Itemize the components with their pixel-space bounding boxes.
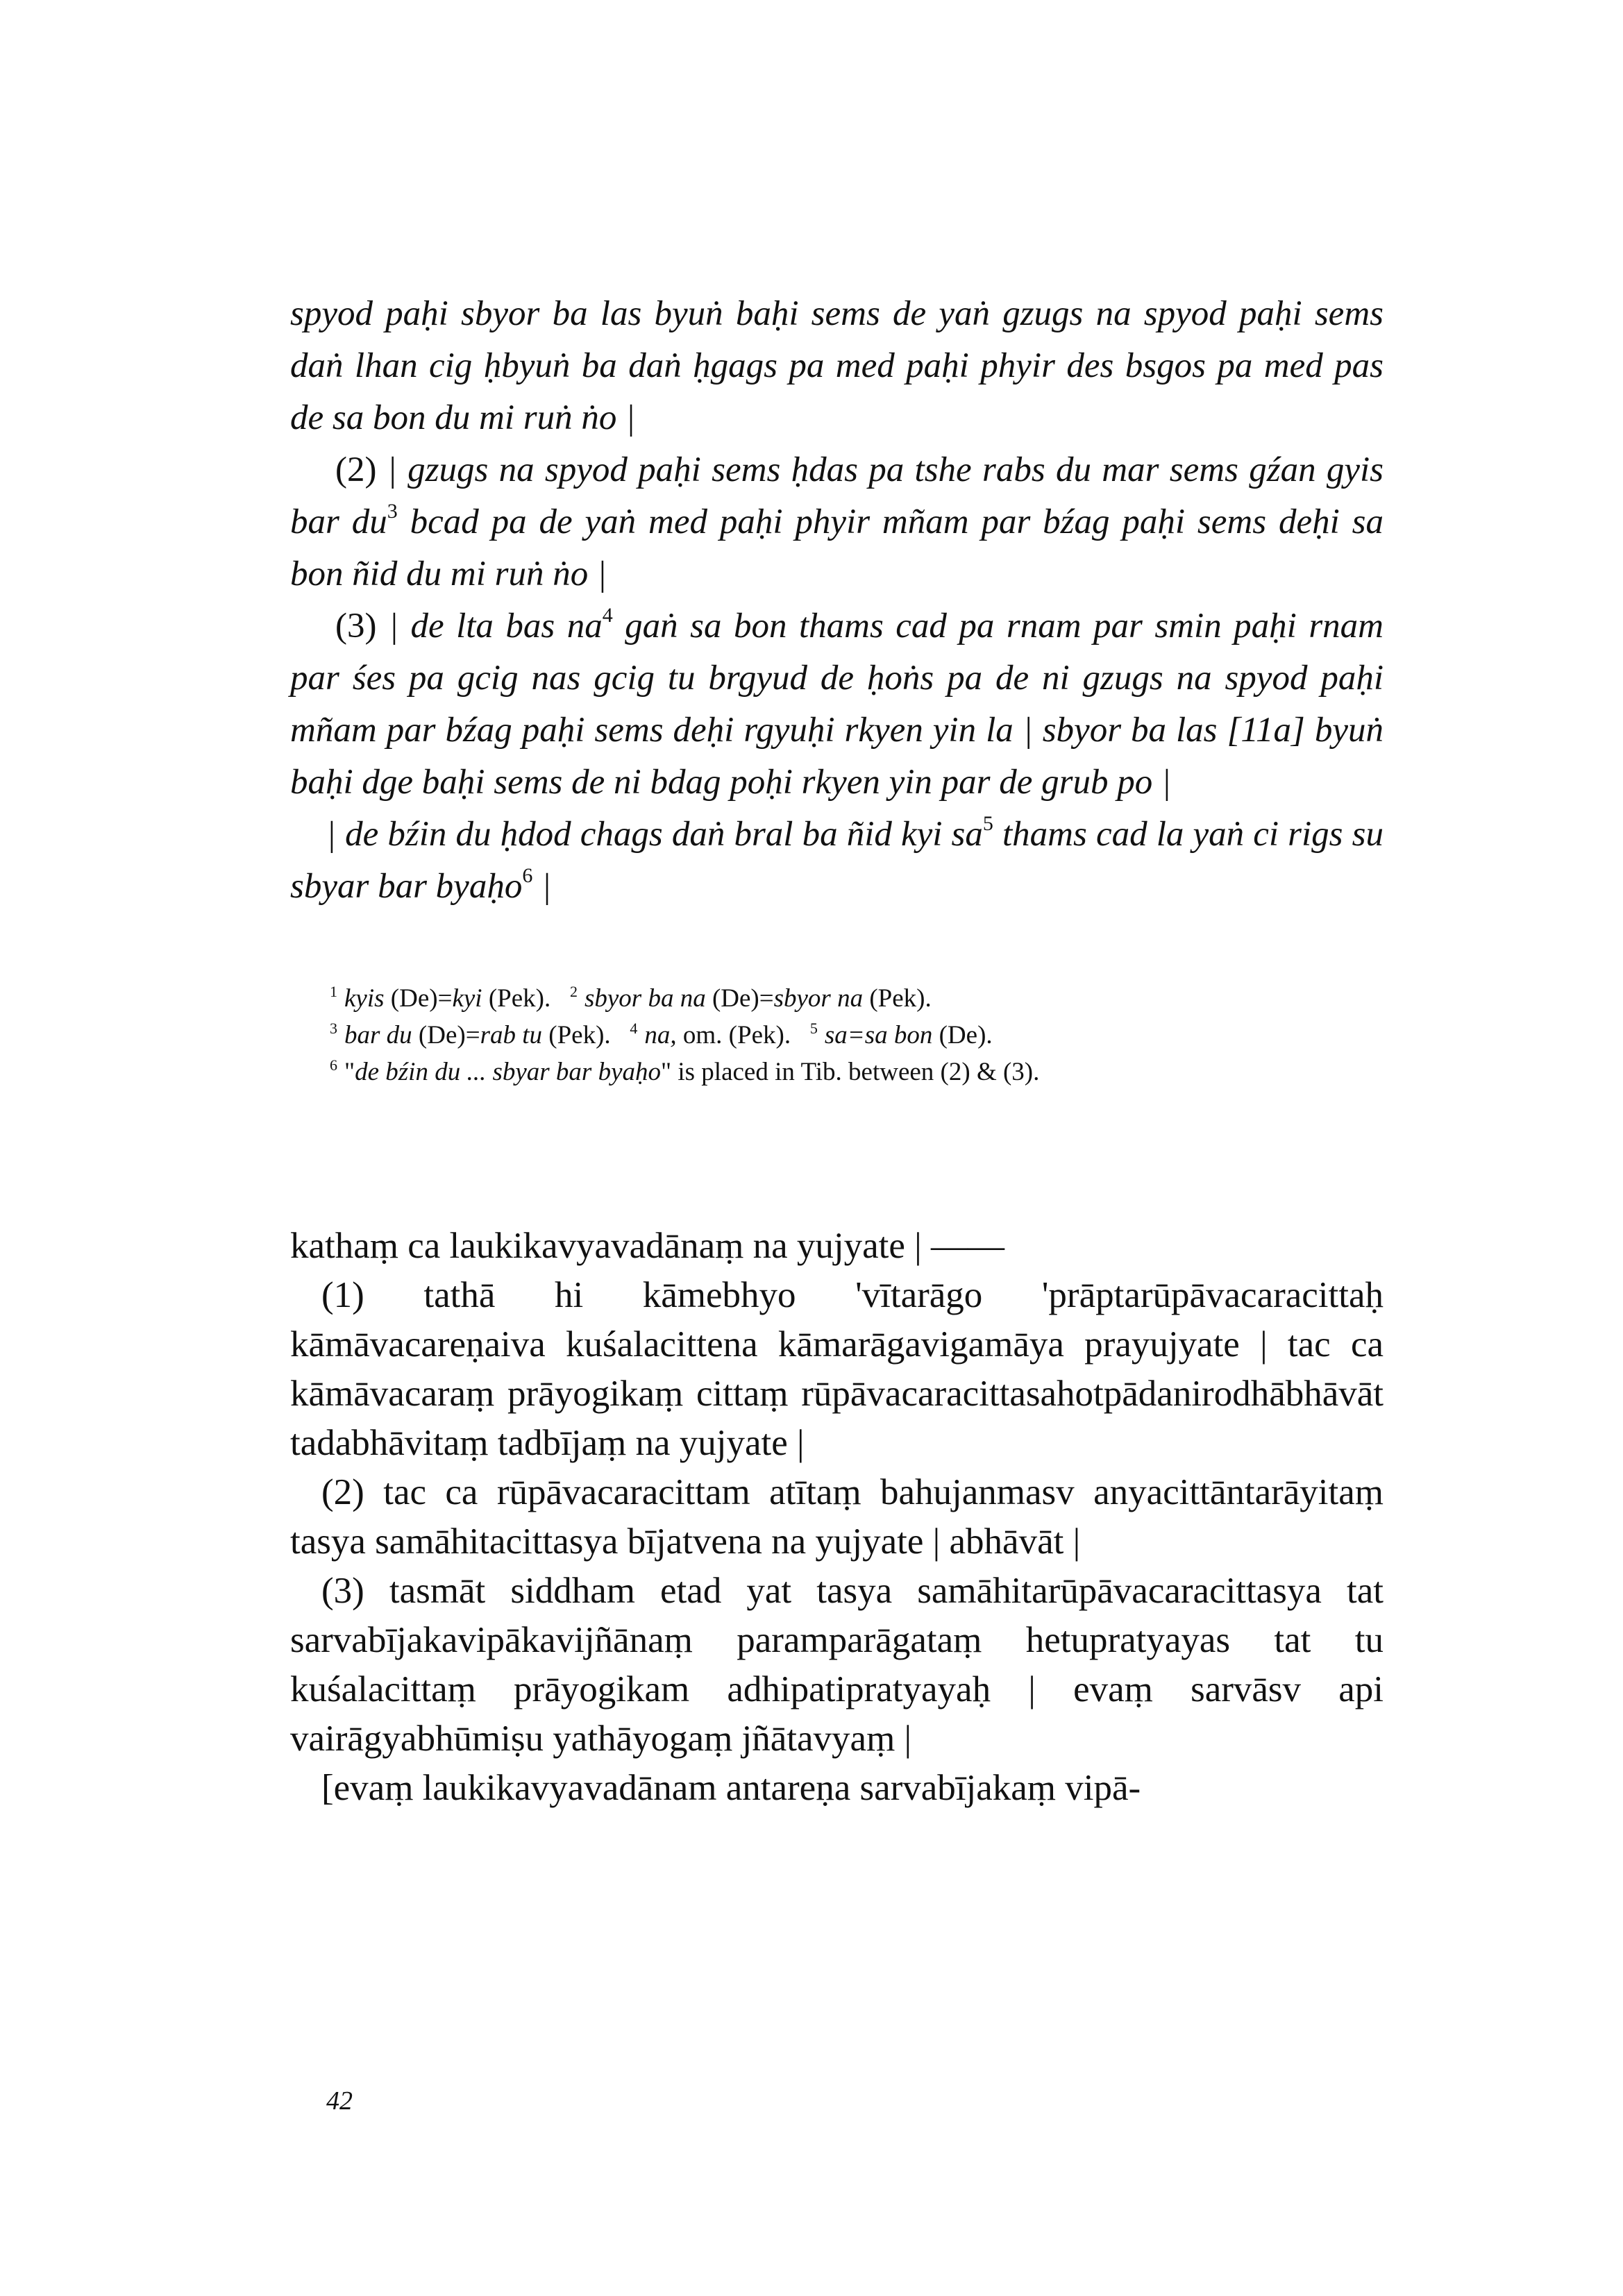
footnote-text: rab tu	[480, 1021, 542, 1049]
footnote-line-3	[330, 1054, 1385, 1090]
page-number: 42	[326, 2086, 353, 2116]
tibetan-paragraph-2	[290, 444, 1384, 600]
tibetan-paragraph-1	[290, 288, 1384, 444]
footnote-number: 2	[569, 983, 578, 1000]
tibetan-paragraph-4	[290, 809, 1384, 913]
footnote-marker: 6	[522, 864, 533, 887]
footnote-marker: 3	[387, 500, 398, 523]
sanskrit-paragraph-4: [evaṃ laukikavyavadānam antareṇa sarvabījakaṃ vipā-	[321, 1768, 1141, 1808]
sanskrit-heading-line: kathaṃ ca laukikavyavadānaṃ na yujyate | ——	[290, 1226, 1004, 1266]
footnote-text: " is placed in Tib. between (2) & (3).	[661, 1058, 1040, 1086]
footnote-text: sbyor na	[773, 984, 864, 1013]
footnote-text: (De)=	[384, 984, 453, 1013]
footnote-text: (De).	[932, 1021, 993, 1049]
footnote-text: (Pek).	[542, 1021, 630, 1049]
sanskrit-paragraph-3: (3) tasmāt siddham etad yat tasya samāhitarūpāvacaracittasya tat sarvabījakavipākavijñānaṃ paramparāgataṃ hetupratyayas tat tu kuśalacittaṃ prāyogikam adhipatipratyayaḥ | evaṃ sarvāsv api vairāgyabhūmiṣu yathāyogaṃ jñātavyaṃ |	[290, 1571, 1384, 1759]
sanskrit-paragraph-1: (1) tathā hi kāmebhyo 'vītarāgo 'prāptarūpāvacaracittaḥ kāmāvacareṇaiva kuśalacittena kāmarāgavigamāya prayujyate | tac ca kāmāvacaraṃ prāyogikaṃ cittaṃ rūpāvacaracittasahotpādanirodhābhāvāt tadabhāvitaṃ tadbījaṃ na yujyate |	[290, 1275, 1384, 1463]
footnote-text: (Pek).	[863, 984, 932, 1013]
footnote-text: (De)=	[412, 1021, 480, 1049]
tibetan-paragraph-3-text-cont: gaṅ sa bon thams cad pa rnam par smin paḥi rnam par śes pa gcig nas gcig tu brgyud de ḥoṅs pa de ni gzugs na spyod paḥi mñam par bźag paḥi sems deḥi rgyuḥi rkyen yin la | sbyor ba las [11a] byuṅ baḥi dge baḥi sems de ni bdag poḥi rkyen yin par de grub po |	[290, 607, 1384, 802]
tibetan-paragraph-4-text: | de bźin du ḥdod chags daṅ bral ba ñid kyi sa	[326, 815, 983, 854]
footnotes	[330, 980, 1385, 1090]
footnote-text: (De)=	[705, 984, 774, 1013]
tibetan-paragraph-3	[290, 600, 1384, 809]
paragraph-number: (3)	[335, 607, 377, 645]
footnote-number: 6	[330, 1056, 337, 1074]
tibetan-paragraph-2-text-cont: bcad pa de yaṅ med paḥi phyir mñam par bźag paḥi sems deḥi sa bon ñid du mi ruṅ ṅo |	[290, 503, 1384, 593]
footnote-line-2	[330, 1017, 1385, 1054]
footnote-text: kyis	[344, 984, 385, 1013]
footnote-text: na,	[644, 1021, 677, 1049]
footnote-line-1	[330, 980, 1385, 1017]
footnote-text: bar du	[344, 1021, 412, 1049]
footnote-marker: 5	[982, 812, 993, 835]
tibetan-paragraph-4-text-cont: thams cad la yaṅ ci rigs su sbyar bar byaḥo	[290, 815, 1384, 906]
footnote-text: sbyor ba na	[584, 984, 706, 1013]
footnote-number: 5	[809, 1020, 818, 1037]
footnote-text: (Pek).	[482, 984, 570, 1013]
footnote-text: sa=sa bon	[824, 1021, 933, 1049]
tibetan-text-block	[290, 288, 1384, 913]
footnote-text: de bźin du ... sbyar bar byaḥo	[355, 1058, 662, 1086]
tibetan-paragraph-4-text-end: |	[532, 867, 552, 906]
footnote-text: "	[344, 1058, 355, 1086]
footnote-number: 3	[330, 1020, 337, 1037]
tibetan-paragraph-1-text: spyod paḥi sbyor ba las byuṅ baḥi sems de yaṅ gzugs na spyod paḥi sems daṅ lhan cig ḥbyuṅ ba daṅ ḥgags pa med paḥi phyir des bsgos pa med pas de sa bon du mi ruṅ ṅo |	[290, 294, 1384, 437]
footnote-number: 4	[630, 1020, 638, 1037]
tibetan-paragraph-3-text: | de lta bas na	[388, 607, 603, 645]
footnote-text: kyi	[452, 984, 482, 1013]
sanskrit-paragraph-2: (2) tac ca rūpāvacaracittam atītaṃ bahujanmasv anyacittāntarāyitaṃ tasya samāhitacittasya bījatvena na yujyate | abhāvāt |	[290, 1472, 1384, 1562]
tibetan-paragraph-2-text: | gzugs na spyod paḥi sems ḥdas pa tshe rabs du mar sems gźan gyis bar du	[290, 450, 1384, 541]
footnote-marker: 4	[602, 604, 613, 627]
paragraph-number: (2)	[335, 450, 377, 489]
sanskrit-text-block	[290, 1222, 1384, 1813]
footnote-number: 1	[330, 983, 337, 1000]
footnote-text: om. (Pek).	[676, 1021, 810, 1049]
